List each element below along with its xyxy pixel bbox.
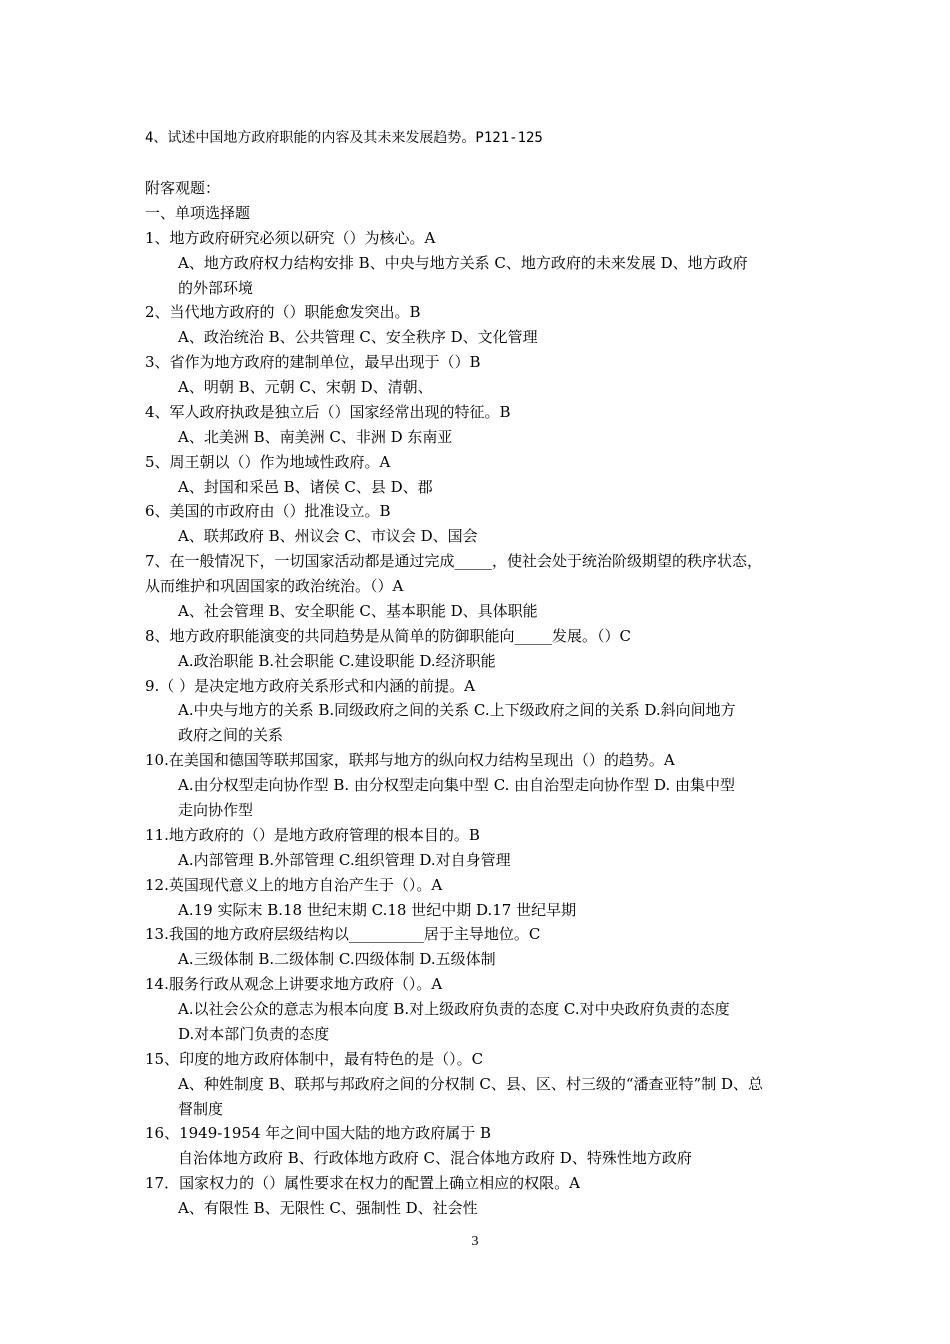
question-14-options: A.以社会公众的意志为根本向度 B.对上级政府负责的态度 C.对中央政府负责的态度 (178, 1000, 730, 1018)
question-15-options: A、种姓制度 B、联邦与邦政府之间的分权制 C、县、区、村三级的“潘查亚特”制 D、总 (178, 1075, 764, 1093)
question-12: 12.英国现代意义上的地方自治产生于（）。A (145, 876, 443, 894)
question-9-options: A.中央与地方的关系 B.同级政府之间的关系 C.上下级政府之间的关系 D.斜向间地方 (178, 701, 736, 719)
question-11-options: A.内部管理 B.外部管理 C.组织管理 D.对自身管理 (178, 851, 511, 869)
question-7: 7、在一般情况下，一切国家活动都是通过完成_____，使社会处于统治阶级期望的秩序状态， (145, 552, 763, 570)
appendix-heading: 附客观题： (145, 179, 221, 197)
question-2-options: A、政治统治 B、公共管理 C、安全秩序 D、文化管理 (178, 328, 538, 346)
question-7-cont: 从而维护和巩固国家的政治统治。（）A (145, 577, 404, 595)
question-6-options: A、联邦政府 B、州议会 C、市议会 D、国会 (178, 527, 478, 545)
question-1: 1、地方政府研究必须以研究（）为核心。A (145, 229, 436, 247)
question-17-options: A、有限性 B、无限性 C、强制性 D、社会性 (178, 1199, 478, 1217)
question-2: 2、当代地方政府的（）职能愈发突出。B (145, 303, 421, 321)
question-4-options: A、北美洲 B、南美洲 C、非洲 D 东南亚 (178, 428, 453, 446)
question-14: 14.服务行政从观念上讲要求地方政府（）。A (145, 975, 443, 993)
question-16-options: 自治体地方政府 B、行政体地方政府 C、混合体地方政府 D、特殊性地方政府 (178, 1149, 692, 1167)
question-1-options-cont: 的外部环境 (178, 279, 254, 297)
question-11: 11.地方政府的（）是地方政府管理的根本目的。B (145, 826, 480, 844)
question-10: 10.在美国和德国等联邦国家，联邦与地方的纵向权力结构呈现出（）的趋势。A (145, 751, 675, 769)
question-4: 4、军人政府执政是独立后（）国家经常出现的特征。B (145, 403, 511, 421)
question-10-options: A.由分权型走向协作型 B. 由分权型走向集中型 C. 由自治型走向协作型 D. 由集中型 (178, 776, 735, 794)
question-13: 13.我国的地方政府层级结构以__________居于主导地位。C (145, 925, 541, 943)
question-14-options-cont: D.对本部门负责的态度 (178, 1025, 330, 1043)
essay-question-4: 4、试述中国地方政府职能的内容及其未来发展趋势。P121-125 (145, 130, 543, 146)
question-15: 15、印度的地方政府体制中，最有特色的是（）。C (145, 1050, 484, 1068)
question-12-options: A.19 实际末 B.18 世纪末期 C.18 世纪中期 D.17 世纪早期 (178, 901, 577, 919)
question-7-options: A、社会管理 B、安全职能 C、基本职能 D、具体职能 (178, 602, 538, 620)
page-number: 3 (471, 1234, 479, 1249)
question-13-options: A.三级体制 B.二级体制 C.四级体制 D.五级体制 (178, 950, 496, 968)
question-8-options: A.政治职能 B.社会职能 C.建设职能 D.经济职能 (178, 652, 496, 670)
question-9: 9.（ ）是决定地方政府关系形式和内涵的前提。A (145, 677, 475, 695)
section-heading: 一、单项选择题 (145, 204, 251, 222)
question-5-options: A、封国和采邑 B、诸侯 C、县 D、郡 (178, 478, 433, 496)
question-15-options-cont: 督制度 (178, 1100, 224, 1118)
question-17: 17．国家权力的（）属性要求在权力的配置上确立相应的权限。A (145, 1174, 580, 1192)
question-1-options: A、地方政府权力结构安排 B、中央与地方关系 C、地方政府的未来发展 D、地方政府 (178, 254, 748, 272)
question-16: 16、1949-1954 年之间中国大陆的地方政府属于 B (145, 1124, 492, 1142)
question-3-options: A、明朝 B、元朝 C、宋朝 D、清朝、 (178, 378, 433, 396)
question-3: 3、省作为地方政府的建制单位，最早出现于（）B (145, 353, 481, 371)
question-9-options-cont: 政府之间的关系 (178, 726, 284, 744)
question-10-options-cont: 走向协作型 (178, 801, 254, 819)
question-6: 6、美国的市政府由（）批准设立。B (145, 502, 391, 520)
question-5: 5、周王朝以（）作为地域性政府。A (145, 453, 391, 471)
question-8: 8、地方政府职能演变的共同趋势是从简单的防御职能向_____发展。（）C (145, 627, 632, 645)
